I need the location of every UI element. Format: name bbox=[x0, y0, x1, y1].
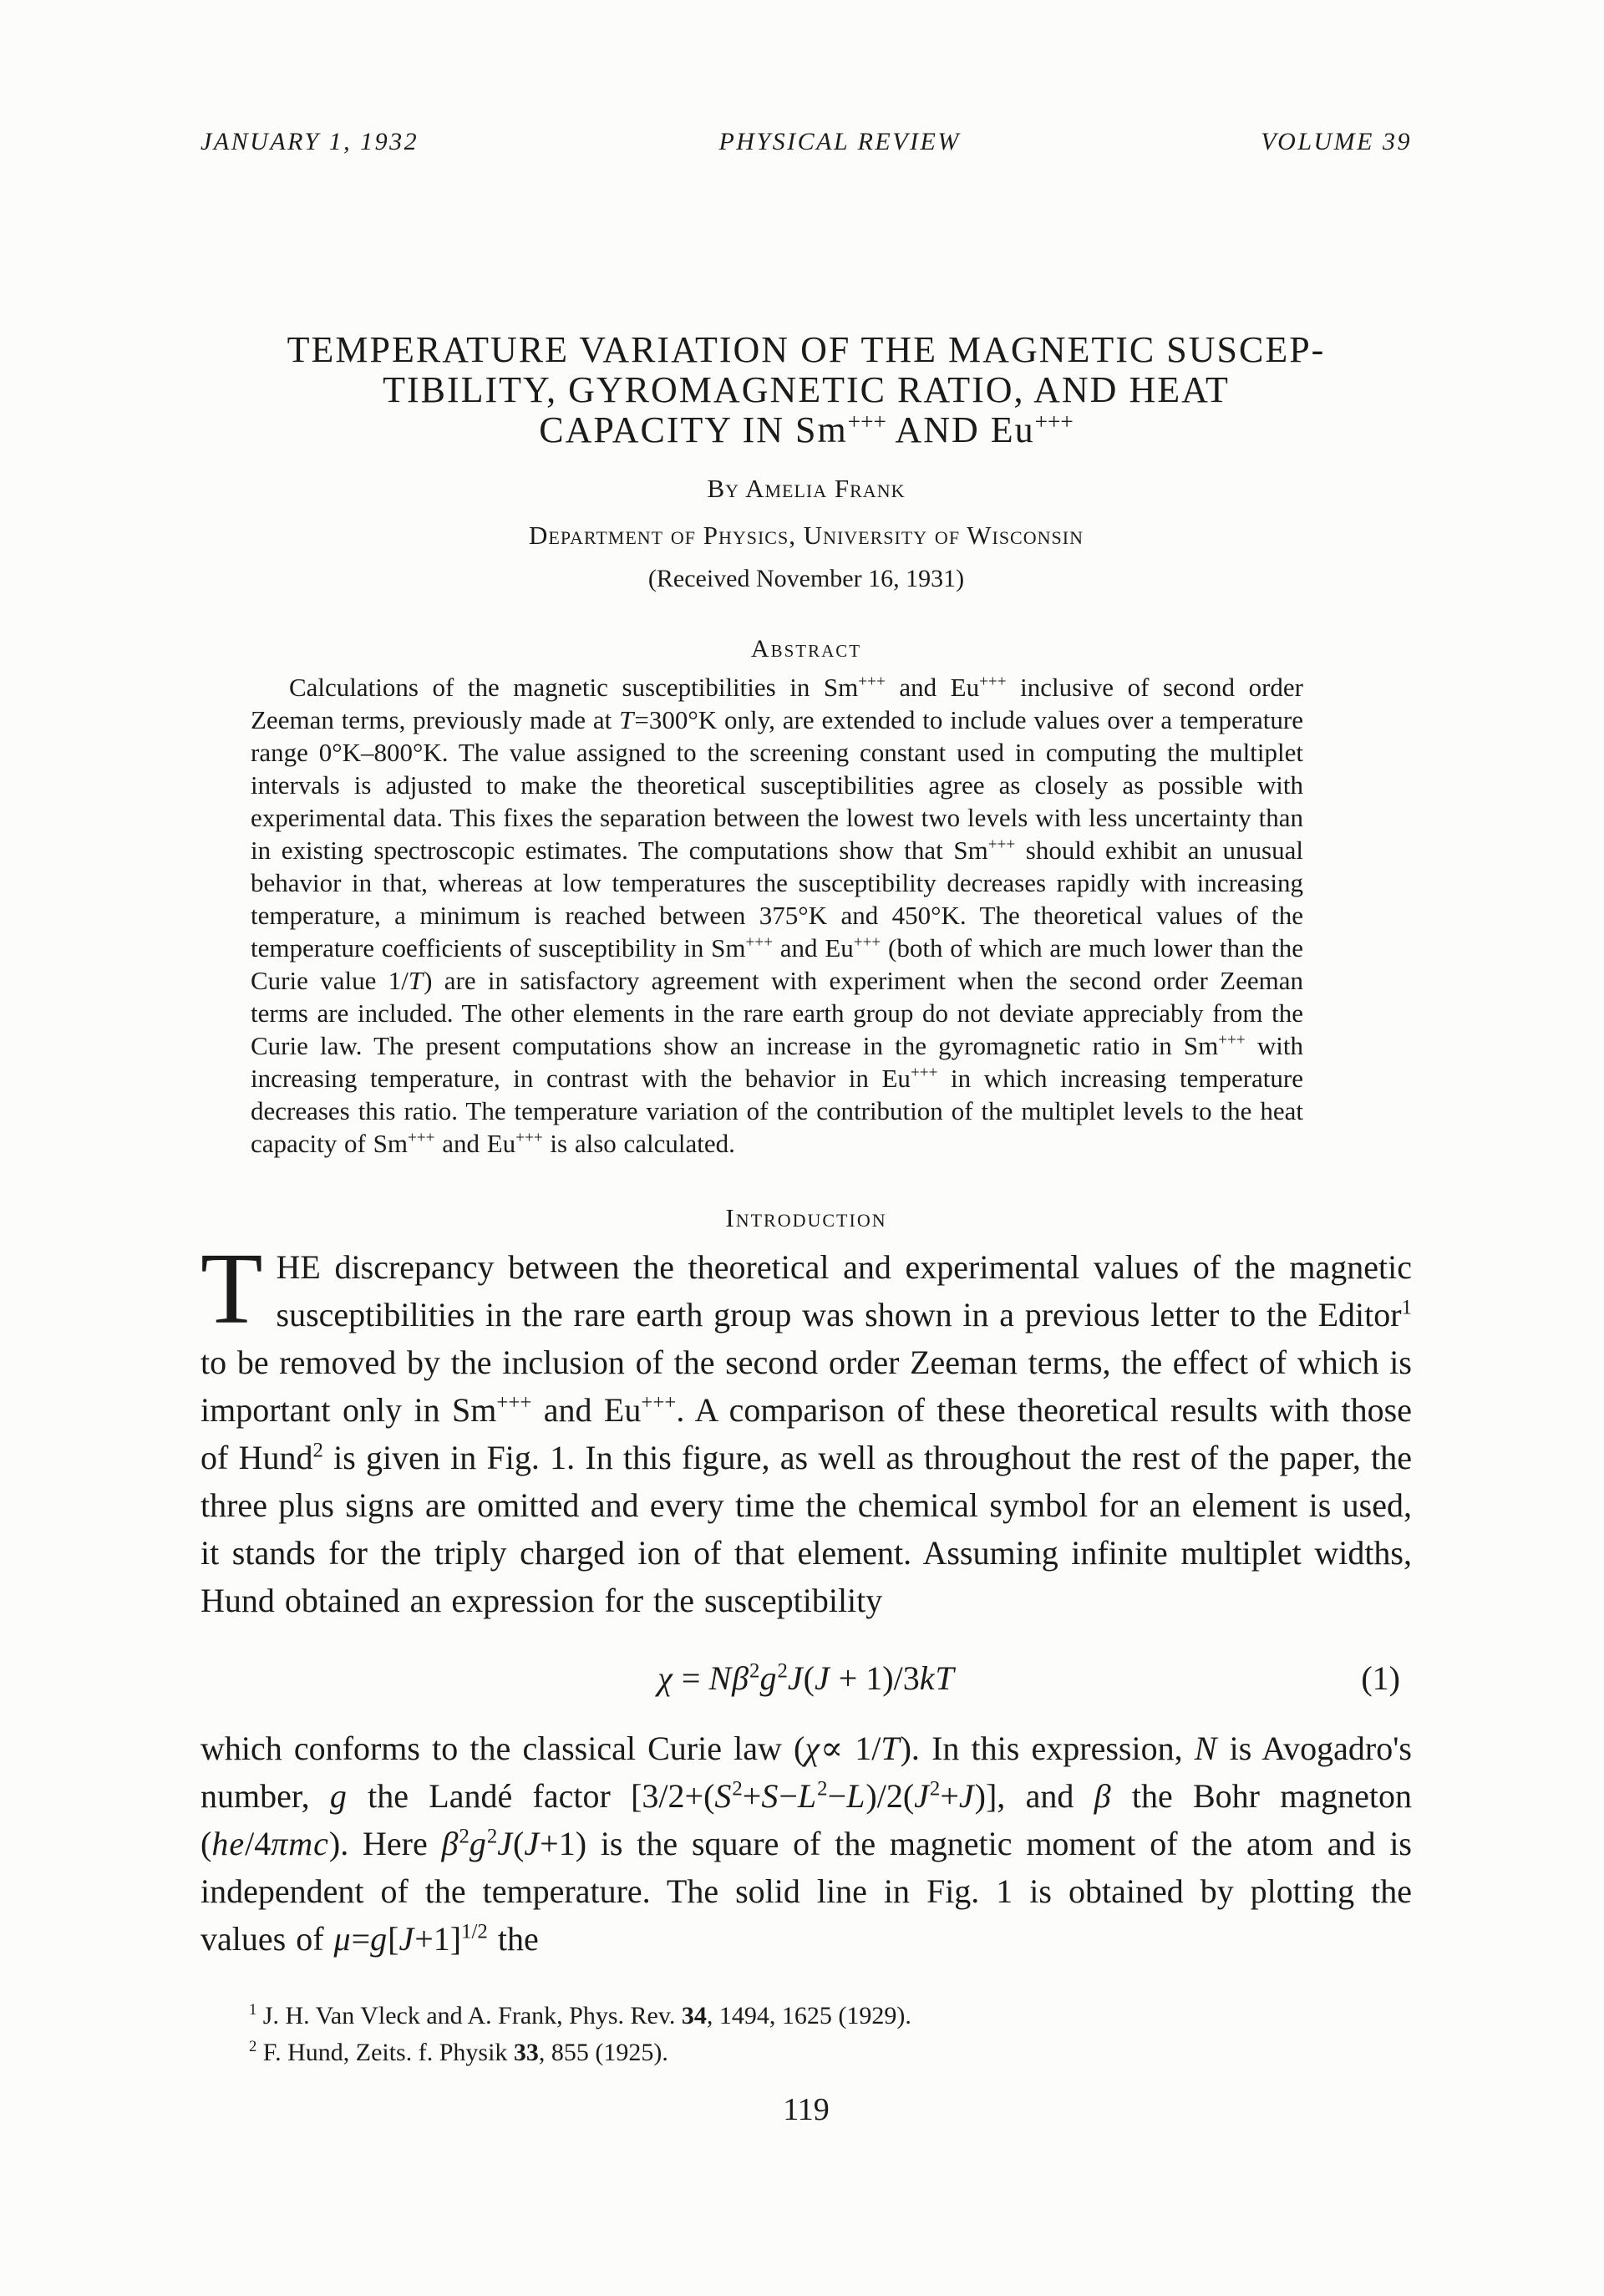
introduction-paragraph-text: HE discrepancy between the theoretical and experimental values of the magnetic susceptibilities in the rare earth group was shown in a previous letter to the Editor$^1$ to be removed by the inclusion of the second order Zeeman terms, the effect of which is important only in Sm+++ and Eu+++. A comparison of these theoretical results with those of Hund$^2$ is given in Fig. 1. In this figure, as well as throughout the rest of the paper, the three plus signs are omitted and every time the chemical symbol for an element is used, it stands for the triply charged ion of that element. Assuming infinite multiplet widths, Hund obtained an expression for the susceptibility bbox=[200, 1248, 1412, 1619]
introduction-paragraph bbox=[200, 1232, 1412, 1624]
article-title-line-2: TIBILITY, GYROMAGNETIC RATIO, AND HEAT bbox=[383, 369, 1230, 410]
author-byline: By Amelia Frank bbox=[707, 474, 906, 503]
journal-header bbox=[200, 125, 1412, 159]
footnote-1: $^1$ J. H. Van Vleck and A. Frank, Phys. Rev. 34, 1494, 1625 (1929). bbox=[249, 2001, 911, 2029]
equation-1: $\chi = N\beta^2g^2J(J + 1)/3kT$ bbox=[657, 1659, 955, 1697]
footnote-2: $^2$ F. Hund, Zeits. f. Physik 33, 855 (1925). bbox=[249, 2038, 668, 2066]
journal-volume: VOLUME 39 bbox=[1261, 128, 1412, 155]
drop-cap: T bbox=[200, 1232, 263, 1345]
page-number: 119 bbox=[783, 2092, 830, 2127]
introduction-heading: Introduction bbox=[725, 1203, 887, 1232]
article-title bbox=[200, 330, 1412, 450]
journal-date: JANUARY 1, 1932 bbox=[200, 128, 419, 155]
abstract-text: Calculations of the magnetic susceptibilities in Sm+++ and Eu+++ inclusive of second order Zeeman terms, previously made at T=300°K only, are extended to include values over a temperature range 0°K–800°K. The value assigned to the screening constant used in computing the multiplet intervals is adjusted to make the theoretical susceptibilities agree as closely as possible with experimental data. This fixes the separation between the lowest two levels with less uncertainty than in existing spectroscopic estimates. The computations show that Sm+++ should exhibit an unusual behavior in that, whereas at low temperatures the susceptibility decreases rapidly with increasing temperature, a minimum is reached between 375°K and 450°K. The theoretical values of the temperature coefficients of susceptibility in Sm+++ and Eu+++ (both of which are much lower than the Curie value 1/T) are in satisfactory agreement with experiment when the second order Zeeman terms are included. The other elements in the rare earth group do not deviate appreciably from the Curie law. The present computations show an increase in the gyromagnetic ratio in Sm+++ with increasing temperature, in contrast with the behavior in Eu+++ in which increasing temperature decreases this ratio. The temperature variation of the contribution of the multiplet levels to the heat capacity of Sm+++ and Eu+++ is also calculated. bbox=[251, 673, 1304, 1158]
equation-1-row bbox=[200, 1658, 1412, 1699]
equation-1-number: (1) bbox=[1361, 1659, 1400, 1697]
article-title-line-3: CAPACITY IN Sm+++ AND Eu+++ bbox=[539, 409, 1074, 450]
article-title-line-1: TEMPERATURE VARIATION OF THE MAGNETIC SUSCEP- bbox=[287, 329, 1326, 370]
abstract-heading: Abstract bbox=[750, 635, 862, 663]
body-paragraph: which conforms to the classical Curie law (χ∝ 1/T). In this expression, N is Avogadro's number, g the Landé factor $[3/2+(S^2+S-L^2-L)/2(J^2+J)]$, and β the Bohr magneton (he/4πmc). Here $\beta^2g^2J(J+1)$ is the square of the magnetic moment of the atom and is independent of the temperature. The solid line in Fig. 1 is obtained by plotting the values of $\mu=g[J+1]^{1/2}$ the bbox=[200, 1730, 1412, 1958]
author-affiliation: Department of Physics, University of Wisconsin bbox=[529, 521, 1084, 550]
footnotes bbox=[200, 1998, 1412, 2071]
journal-name: PHYSICAL REVIEW bbox=[718, 128, 961, 155]
received-date: (Received November 16, 1931) bbox=[647, 565, 965, 592]
